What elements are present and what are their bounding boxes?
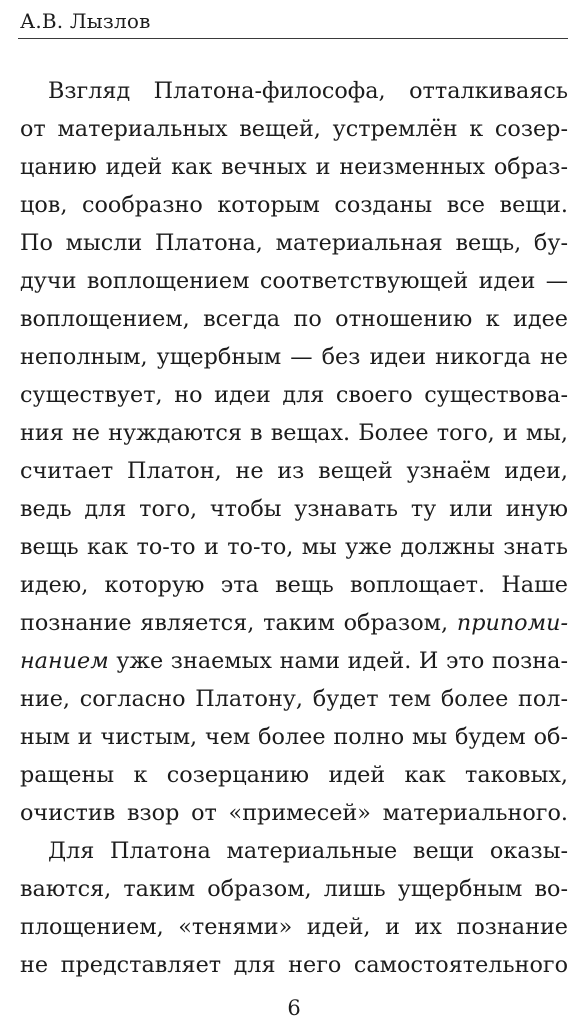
text-line: [20, 148, 568, 186]
text-run: воплощением, всегда по отношению к идее: [20, 306, 568, 332]
text-run: вещь как то-то и то-то, мы уже должны знать: [20, 534, 568, 560]
text-run: ния не нуждаются в вещах. Более того, и мы,: [20, 420, 568, 446]
text-line: [20, 566, 568, 604]
text-run: По мысли Платона, материальная вещь, бу-: [20, 230, 568, 256]
text-run: цанию идей как вечных и неизменных образ-: [20, 154, 568, 180]
text-run: неполным, ущербным — без идеи никогда не: [20, 344, 568, 370]
italic-run: припоми-: [456, 610, 568, 636]
text-line: [20, 414, 568, 452]
text-run: площением, «тенями» идей, и их познание: [20, 914, 568, 940]
page-number: 6: [287, 996, 301, 1020]
text-line: [20, 604, 568, 642]
text-line: [20, 946, 568, 984]
text-run: идею, которую эта вещь воплощает. Наше: [20, 572, 568, 598]
text-line: [20, 110, 568, 148]
text-run: дучи воплощением соответствующей идеи —: [20, 268, 568, 294]
text-line: [20, 908, 568, 946]
text-line: [20, 262, 568, 300]
text-line: [20, 756, 568, 794]
italic-run: нанием: [20, 648, 109, 674]
text-run: ным и чистым, чем более полно мы будем об-: [20, 724, 568, 750]
text-line: [20, 680, 568, 718]
text-line: [20, 452, 568, 490]
text-line: [20, 794, 568, 832]
text-run: не представляет для него самостоятельного: [20, 952, 568, 978]
text-line: [20, 642, 568, 680]
text-run: уже знаемых нами идей. И это позна-: [108, 648, 568, 674]
text-run: цов, сообразно которым созданы все вещи.: [20, 192, 568, 218]
text-run: ращены к созерцанию идей как таковых,: [20, 762, 568, 788]
text-line: [20, 718, 568, 756]
text-line: [20, 832, 568, 870]
text-line: [20, 72, 568, 110]
body-text: [20, 72, 568, 984]
header-rule: [18, 38, 568, 39]
text-run: ведь для того, чтобы узнавать ту или иную: [20, 496, 568, 522]
text-run: считает Платон, не из вещей узнаём идеи,: [20, 458, 568, 484]
running-head: А.В. Лызлов: [20, 9, 151, 33]
text-line: [20, 870, 568, 908]
text-line: [20, 376, 568, 414]
text-line: [20, 490, 568, 528]
text-run: Для Платона материальные вещи оказы-: [48, 838, 568, 864]
text-line: [20, 186, 568, 224]
text-run: ние, согласно Платону, будет тем более пол-: [20, 686, 568, 712]
text-run: познание является, таким образом,: [20, 610, 457, 636]
text-run: существует, но идеи для своего существова-: [20, 382, 568, 408]
text-run: Взгляд Платона-философа, отталкиваясь: [48, 78, 568, 104]
text-line: [20, 300, 568, 338]
text-line: [20, 224, 568, 262]
text-line: [20, 338, 568, 376]
text-line: [20, 528, 568, 566]
text-run: ваются, таким образом, лишь ущербным во-: [20, 876, 568, 902]
text-run: от материальных вещей, устремлён к созер-: [20, 116, 568, 142]
text-run: очистив взор от «примесей» материального.: [20, 800, 568, 826]
